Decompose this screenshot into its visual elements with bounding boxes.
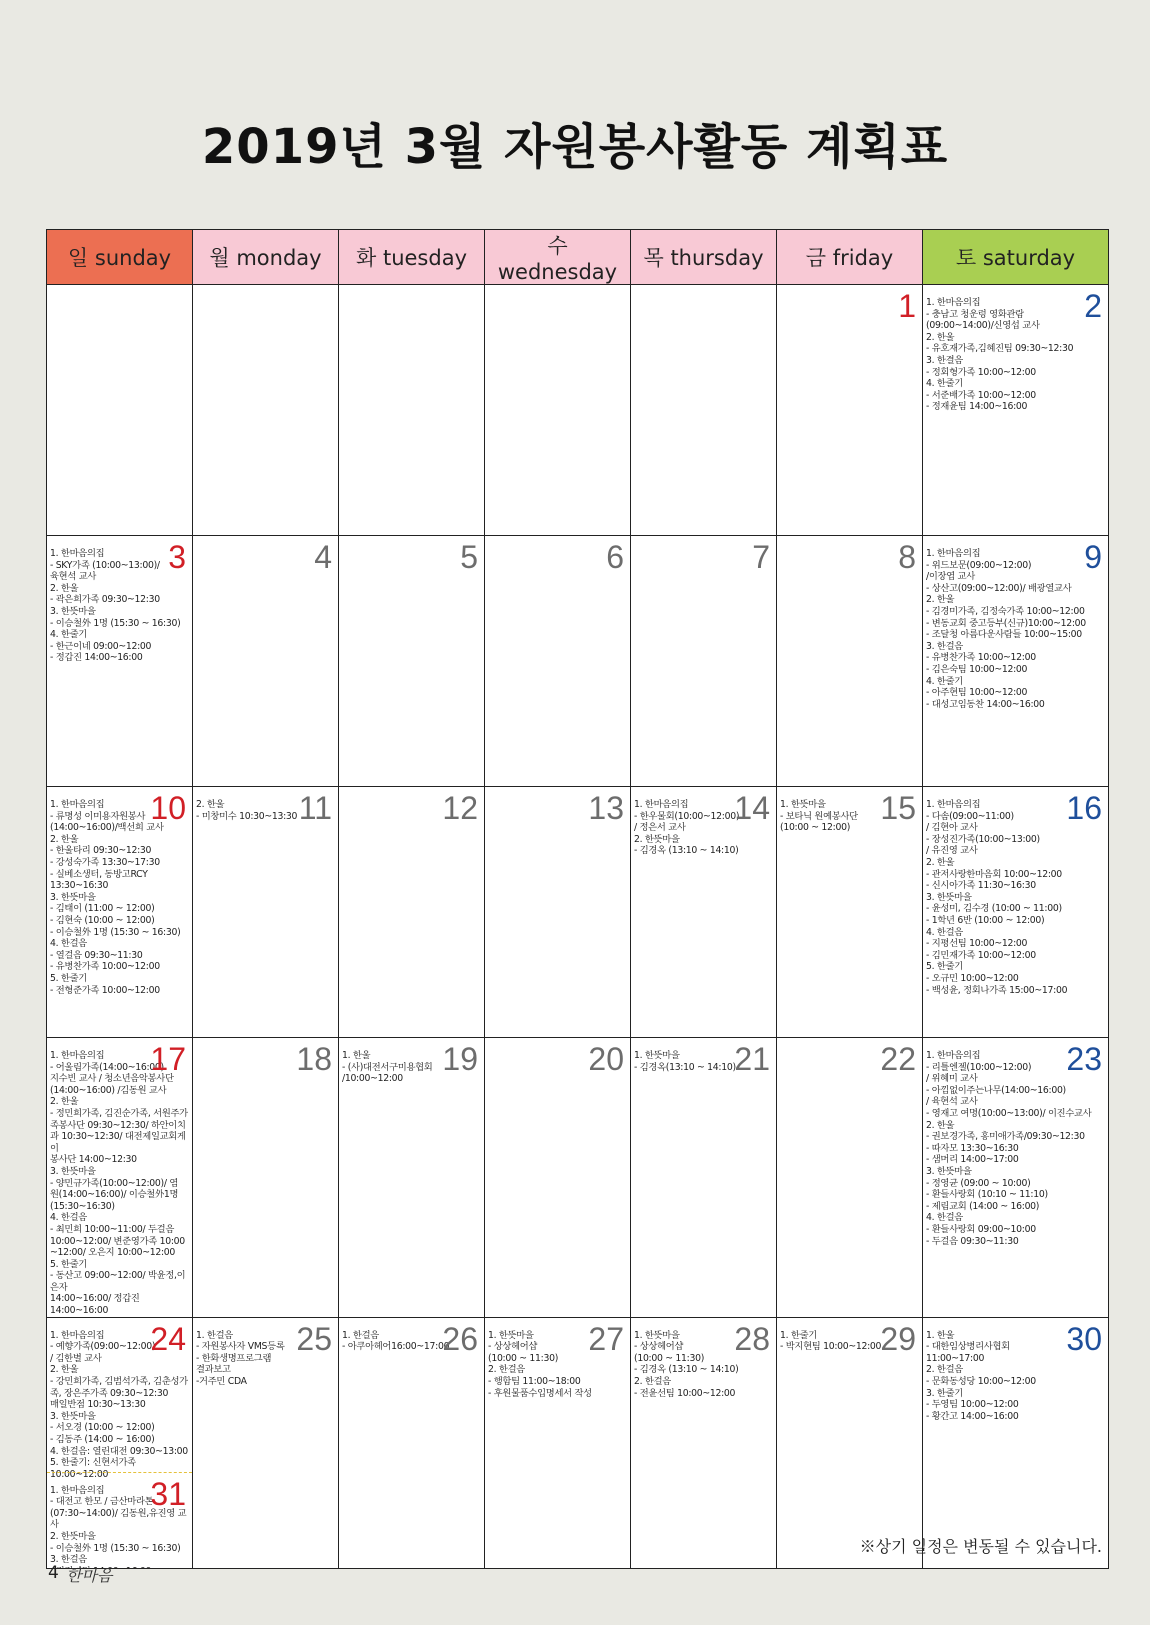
day-number: 26: [442, 1320, 478, 1357]
day-events: 1. 한울 - 대한임상병리사협회 11:00~17:00 2. 한걸음 - 문화동성당 10:00~12:00 3. 한줄기 - 두영팀 10:00~12:00 - 황간고 14:00~16:00: [926, 1329, 1036, 1422]
schedule-change-note: ※상기 일정은 변동될 수 있습니다.: [859, 1537, 1102, 1556]
day-cell-1: [777, 285, 923, 536]
day-events: 1. 한줄기 - 박지현팀 10:00~12:00: [780, 1329, 882, 1353]
week-row-2: [47, 536, 1109, 787]
day-cell-2: [923, 285, 1109, 536]
day-number: 6: [606, 539, 624, 575]
empty-day-cell: [47, 285, 193, 536]
day-cell-22: [777, 1038, 923, 1318]
day-events: 1. 한마음의집 - 어울림가족(14:00~16:00) 지수빈 교사 / 청소년음악봉사단 (14:00~16:00) /김동원 교사 2. 한울 - 정민희가족, 김진순가족, 서원주가 족봉사단 09:30~12:30/ 하안이치 과 10:30~12:30/ 대전제일교회게이 봉사단 14:00~12:30 3. 한뜻마을 - 양민규가족(10:00~12:00)/ 염 원(14:00~16:00)/ 이승철外1명 (15:30~16:30) 4. 한걸음 - 최민희 10:00~11:00/ 두걸음 10:00~12:00/ 변준영가족 10:00 ~12:00/ 오은지 10:00~12:00 5. 한줄기 - 동산고 09:00~12:00/ 박윤정,이은자 14:00~16:00/ 정갑진 14:00~16:00: [50, 1050, 188, 1317]
day-cell-18: [193, 1038, 339, 1318]
day-number: 18: [296, 1041, 332, 1077]
week-row-5: [47, 1317, 1109, 1568]
day-cell-19: [339, 1038, 485, 1318]
day-cell-10: [47, 787, 193, 1038]
day-number: 11: [298, 790, 332, 826]
day-number: 23: [1066, 1041, 1102, 1077]
day-cell-13: [485, 787, 631, 1038]
day-events: 1. 한마음의집 - 한우물회(10:00~12:00) / 정은서 교사 2. 한뜻마을 - 김경옥 (13:10 ~ 14:10): [634, 799, 740, 857]
day-events: 1. 한걸음 - 아쿠아헤어16:00~17:00: [342, 1329, 450, 1353]
weekday-header-row: [47, 230, 1109, 285]
day-cell-24-31: [47, 1317, 193, 1568]
day-number: 5: [460, 539, 478, 575]
day-cell-11: [193, 787, 339, 1038]
weekday-header-wednesday: 수 wednesday: [485, 230, 631, 285]
day-cell-17: [47, 1038, 193, 1318]
week-row-3: [47, 787, 1109, 1038]
day-events: 1. 한걸음 - 자원봉사자 VMS등록 - 한화생명프로그램 결과보고 -거주민 CDA: [196, 1329, 285, 1388]
day-events: 1. 한뜻마을 - 상상헤어샵 (10:00 ~ 11:30) 2. 한걸음 - 행함팀 11:00~18:00 - 후원물품수입명세서 작성: [488, 1329, 592, 1399]
day-number: 24: [150, 1320, 186, 1357]
page-title: 2019년 3월 자원봉사활동 계획표: [201, 119, 949, 175]
day-cell-12: [339, 787, 485, 1038]
day-events: 2. 한울 - 미창미수 10:30~13:30: [196, 799, 298, 822]
weekday-header-sunday: 일 sunday: [47, 230, 193, 285]
day-number: 17: [150, 1041, 186, 1077]
day-events: 1. 한마음의집 - 대전고 한모 / 금산마라톤 (07:30~14:00)/ 김동원,유진영 교사 2. 한뜻마을 - 이승철外 1명 (15:30 ~ 16:30) 3. 한걸음: [50, 1484, 187, 1566]
weekday-header-monday: 월 monday: [193, 230, 339, 285]
week-row-1: [47, 285, 1109, 536]
day-events: 1. 한뜻마을 - 보타닉 원예봉사단 (10:00 ~ 12:00): [780, 799, 858, 834]
day-number: 9: [1084, 539, 1102, 575]
day-number: 25: [296, 1320, 332, 1357]
weekday-header-saturday: 토 saturday: [923, 230, 1109, 285]
day-cell-9: [923, 536, 1109, 787]
day-events: 1. 한마음의집 - 예향가족(09:00~12:00) / 김한별 교사 2. 한울 - 강민희가족, 김범석가족, 김춘성가 족, 장은주가족 09:30~12:30 매일반점 10:30~13:30 3. 한뜻마을 - 서오경 (10:00 ~ 12:00) - 김동주 (14:00 ~ 16:00) 4. 한걸음: 열린대전 09:30~13:00 5. 한줄기: 신현서가족10:00~12:00: [50, 1329, 188, 1480]
day-cell-3: [47, 536, 193, 787]
empty-day-cell: [193, 285, 339, 536]
weekday-header-friday: 금 friday: [777, 230, 923, 285]
day-number: 21: [734, 1041, 770, 1077]
day-cell-26: [339, 1317, 485, 1568]
day-number: 22: [880, 1041, 916, 1077]
day-events: 1. 한마음의집 - 충남고 청운렁 영화관람 (09:00~14:00)/신영섭 교사 2. 한울 - 유호재가족,김혜진팀 09:30~12:30 3. 한결음 - 정회형가족 10:00~12:00 4. 한줄기 - 서준배가족 10:00~12:00 - 정재윤팀 14:00~16:00: [926, 297, 1074, 413]
day-number: 10: [150, 790, 186, 826]
day-events: 1. 한뜻마을 - 상상헤어샵 (10:00 ~ 11:30) - 김경옥 (13:10 ~ 14:10) 2. 한걸음 - 전윤선팀 10:00~12:00: [634, 1329, 739, 1399]
calendar-table: [46, 229, 1109, 1569]
day-events: 1. 한마음의집 - SKY가족 (10:00~13:00)/ 육현석 교사 2. 한울 - 곽은희가족 09:30~12:30 3. 한뜻마을 - 이승철外 1명 (15:30 ~ 16:30) 4. 한줄기 - 한근이네 09:00~12:00 - 정갑진 14:00~16:00: [50, 548, 181, 664]
day-cell-16: [923, 787, 1109, 1038]
day-cell-25: [193, 1317, 339, 1568]
day-cell-7: [631, 536, 777, 787]
day-cell-4: [193, 536, 339, 787]
day-number: 4: [314, 539, 332, 575]
day-number: 7: [752, 539, 770, 575]
day-events: 1. 한마음의집 - 위드보문(09:00~12:00) /이장엽 교사 - 상산고(09:00~12:00)/ 배광열교사 2. 한울 - 김경미가족, 김정숙가족 10:00~12:00 - 변동교회 중고등부(신규)10:00~12:00 - 조달청 아름다운사람들 10:00~15:00 3. 한걸음 - 유병찬가족 10:00~12:00 - 김은숙팀 10:00~12:00 4. 한줄기 - 아주현팀 10:00~12:00 - 대성고임동찬 14:00~16:00: [926, 548, 1086, 710]
day-number: 20: [588, 1041, 624, 1077]
day-number: 13: [588, 790, 624, 826]
week-row-4: [47, 1038, 1109, 1318]
day-cell-24: [47, 1318, 192, 1480]
weekday-header-thursday: 목 thursday: [631, 230, 777, 285]
day-number: 8: [898, 539, 916, 575]
day-events: 1. 한마음의집 - 리틀엔젤(10:00~12:00) / 위혜미 교사 - 아낌없이주는나무(14:00~16:00) / 육현석 교사 - 영재고 여명(10:00~13:00)/ 이진수교사 2. 한울 - 권보경가족, 홍미애가족/09:30~12:30 - 따자모 13:30~16:30 - 샘머리 14:00~17:00 3. 한뜻마을 - 정영균 (09:00 ~ 10:00) - 환들사랑회 (10:10 ~ 11:10) - 제림교회 (14:00 ~ 16:00) 4. 한걸음 - 환들사랑회 09:00~10:00 - 두걸음 09:30~11:30: [926, 1050, 1092, 1247]
day-number: 30: [1066, 1320, 1102, 1357]
day-cell-20: [485, 1038, 631, 1318]
day-number: 27: [588, 1320, 624, 1357]
day-events: 1. 한마음의집 - 다솜(09:00~11:00) / 김현아 교사 - 장성진가족(10:00~13:00) / 유진영 교사 2. 한울 - 관저사랑한마음회 10:00~12:00 - 신시아가족 11:30~16:30 3. 한뜻마을 - 윤성미, 김수경 (10:00 ~ 11:00) - 1학년 6반 (10:00 ~ 12:00) 4. 한걸음 - 지평선팀 10:00~12:00 - 김민재가족 10:00~12:00 5. 한줄기 - 오규민 10:00~12:00 - 백성윤, 정회나가족 15:00~17:00: [926, 799, 1068, 996]
day-events: 1. 한마음의집 - 류명성 이미용자원봉사 (14:00~16:00)/백선희 교사 2. 한울 - 한울타리 09:30~12:30 - 강성숙가족 13:30~17:30 - 실베소생터, 동방고RCY 13:30~16:30 3. 한뜻마을 - 김태이 (11:00 ~ 12:00) - 김현숙 (10:00 ~ 12:00) - 이승철外 1명 (15:30 ~ 16:30) 4. 한걸음 - 열걸음 09:30~11:30 - 유병찬가족 10:00~12:00 5. 한줄기 - 전형준가족 10:00~12:00: [50, 799, 181, 996]
day-number: 19: [442, 1041, 478, 1077]
empty-day-cell: [631, 285, 777, 536]
day-cell-30: [923, 1317, 1109, 1568]
day-number: 2: [1084, 288, 1102, 324]
day-cell-6: [485, 536, 631, 787]
day-cell-28: [631, 1317, 777, 1568]
day-cell-29: [777, 1317, 923, 1568]
day-number: 31: [150, 1475, 186, 1512]
brand-logo: 한마음: [66, 1566, 113, 1585]
day-number: 15: [880, 790, 916, 826]
day-number: 14: [734, 790, 770, 826]
day-number: 3: [168, 539, 186, 575]
day-cell-23: [923, 1038, 1109, 1318]
day-cell-27: [485, 1317, 631, 1568]
empty-day-cell: [339, 285, 485, 536]
day-cell-8: [777, 536, 923, 787]
day-cell-5: [339, 536, 485, 787]
weekday-header-tuesday: 화 tuesday: [339, 230, 485, 285]
day-events: 1. 한뜻마을 - 김경옥(13:10 ~ 14:10): [634, 1050, 736, 1073]
day-number: 1: [898, 288, 916, 324]
empty-day-cell: [485, 285, 631, 536]
day-cell-31: [47, 1472, 192, 1568]
day-number: 29: [880, 1320, 916, 1357]
day-number: 16: [1066, 790, 1102, 826]
day-events: 1. 한울 - (사)대전서구미용협회 /10:00~12:00: [342, 1050, 433, 1085]
day-number: 12: [442, 790, 478, 826]
day-cell-14: [631, 787, 777, 1038]
day-cell-15: [777, 787, 923, 1038]
day-number: 28: [734, 1320, 770, 1357]
page-number: 4: [48, 1563, 59, 1583]
day-cell-21: [631, 1038, 777, 1318]
